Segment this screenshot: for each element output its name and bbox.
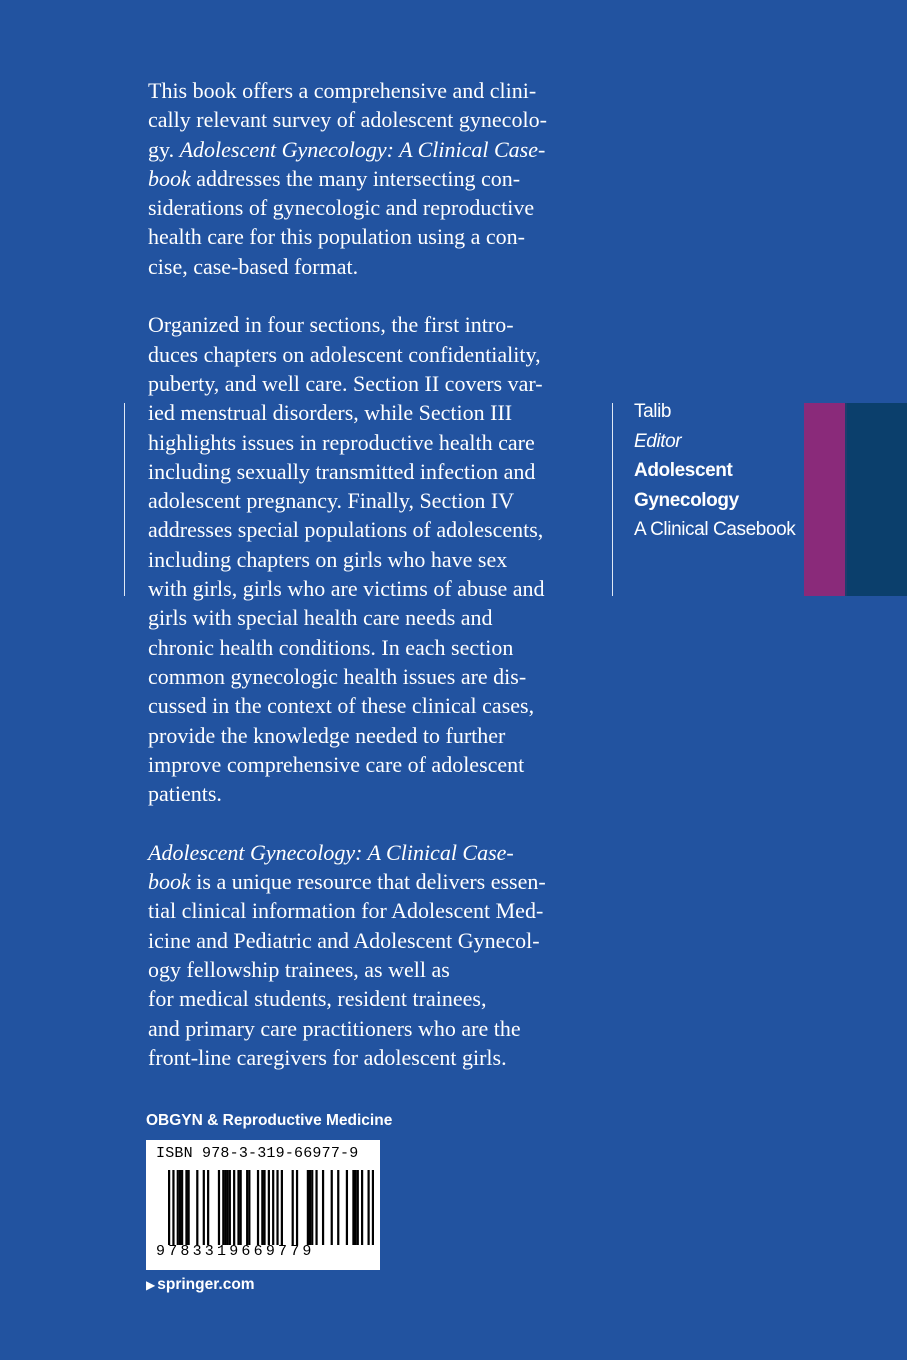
blurb-line [148,340,598,369]
blurb-text: chronic health conditions. In each section [148,634,514,660]
barcode-bar [218,1170,220,1245]
blurb-line [148,515,598,544]
blurb-line [148,486,598,515]
blurb-text: is a unique resource that delivers essen- [190,869,546,895]
blurb-text: icine and Pediatric and Adolescent Gynecol- [148,927,540,953]
blurb-text: common gynecologic health issues are dis- [148,663,527,689]
barcode-bar [337,1170,339,1245]
isbn-label: ISBN 978-3-319-66977-9 [156,1145,359,1162]
barcode-bar [263,1170,265,1245]
blurb-text: cise, case-based format. [148,253,359,279]
barcode-bar [188,1170,190,1245]
blurb-line [148,252,598,281]
publisher-url: springer.com [157,1276,255,1293]
barcode-bar [246,1170,248,1245]
blurb-line [148,633,598,662]
blurb-text: provide the knowledge needed to further [148,722,506,748]
blurb-line [148,779,598,808]
editor-role: Editor [634,430,682,452]
barcode-bar [309,1170,311,1245]
blurb-text: improve comprehensive care of adolescent [148,751,525,777]
barcode-bar [227,1170,229,1245]
barcode-digits: 9783319669779 [156,1243,315,1260]
blurb-line [148,193,598,222]
blurb-line [148,662,598,691]
barcode-bar [203,1170,205,1245]
blurb-text: adolescent pregnancy. Finally, Section IV [148,488,515,514]
barcode-bar [177,1170,179,1245]
blurb-line [148,603,598,632]
barcode-bar [248,1170,250,1245]
barcode-bar [233,1170,235,1245]
italic-title-text: Adolescent Gynecology: A Clinical Case- [179,136,546,162]
barcode-bar [168,1170,170,1245]
blurb-text: front-line caregivers for adolescent girls. [148,1044,507,1070]
blurb-text: for medical students, resident trainees, [148,986,487,1012]
blurb-line [148,222,598,251]
blurb-line [148,76,598,105]
blurb-text: health care for this population using a con- [148,224,525,250]
barcode-bar [224,1170,226,1245]
blurb-text: gy. [148,136,180,162]
blurb-line [148,896,598,925]
barcode-bar [367,1170,369,1245]
barcode-bar [276,1170,278,1245]
barcode-bar [357,1170,359,1245]
barcode-bar [185,1170,187,1245]
italic-title-text: book [148,869,191,895]
blurb-line [148,984,598,1013]
blurb-text: addresses the many intersecting con- [190,165,521,191]
barcode-bar [261,1170,263,1245]
blurb-line [148,867,598,896]
barcode-bar [237,1170,239,1245]
blurb-line [148,926,598,955]
italic-title-text: Adolescent Gynecology: A Clinical Case- [148,839,514,865]
barcode-bar [222,1170,224,1245]
barcode-bar [307,1170,309,1245]
blurb-line [148,721,598,750]
barcode-bar [240,1170,242,1245]
blurb-line [148,838,598,867]
blurb-line [148,398,598,427]
blurb-line [148,750,598,779]
blurb-line [148,164,598,193]
blurb-line [148,1043,598,1072]
blurb-line [148,1014,598,1043]
spine-text-block [634,397,799,545]
blurb-text: siderations of gynecologic and reproductive [148,195,535,221]
barcode-bar [315,1170,317,1245]
blurb-line [148,574,598,603]
book-subtitle: A Clinical Casebook [634,519,796,540]
barcode-bar [296,1170,298,1245]
spine-divider-rule [612,403,613,596]
blurb-text: cally relevant survey of adolescent gynecolo- [148,107,547,133]
barcode-bar [361,1170,363,1245]
blurb-text: and primary care practitioners who are the [148,1015,521,1041]
blurb-text: including sexually transmitted infection and [148,458,536,484]
blurb-text: girls with special health care needs and [148,605,493,631]
isbn-barcode [146,1140,380,1270]
blurb-text: highlights issues in reproductive health care [148,429,535,455]
barcode-bar [207,1170,209,1245]
blurb-text: addresses special populations of adolescents, [148,517,544,543]
barcode-bar [372,1170,374,1245]
barcode-bar [331,1170,333,1245]
book-title-line-1: Adolescent [634,460,733,481]
publisher-link[interactable] [146,1276,255,1294]
blurb-text: duces chapters on adolescent confidentiality, [148,341,541,367]
barcode-bar [172,1170,174,1245]
barcode-bar [257,1170,259,1245]
barcode-bar [229,1170,231,1245]
blurb-line [148,428,598,457]
blurb-line [148,310,598,339]
blurb-line [148,135,598,164]
book-title-line-2: Gynecology [634,489,739,511]
blurb-text: Organized in four sections, the first intro- [148,312,514,338]
barcode-bar [311,1170,313,1245]
blurb-line [148,955,598,984]
color-band-purple [804,403,845,596]
arrow-right-icon: ▶ [146,1278,156,1292]
cover-blurb [148,76,598,1072]
color-band-navy [847,403,907,596]
barcode-bars [168,1170,374,1245]
barcode-bar [179,1170,181,1245]
subject-category: OBGYN & Reproductive Medicine [146,1112,393,1129]
blurb-line [148,457,598,486]
author-name: Talib [634,401,672,422]
barcode-bar [322,1170,324,1245]
blurb-paragraph-2 [148,310,598,808]
blurb-text: patients. [148,781,222,807]
blurb-line [148,105,598,134]
blurb-text: This book offers a comprehensive and clini- [148,78,537,103]
barcode-bar [346,1170,348,1245]
blurb-text: puberty, and well care. Section II covers var- [148,370,543,396]
barcode-bar [272,1170,274,1245]
blurb-text: ied menstrual disorders, while Section III [148,400,513,426]
blurb-line [148,691,598,720]
italic-title-text: book [148,165,191,191]
blurb-text: cussed in the context of these clinical cases, [148,693,535,719]
blurb-paragraph-3 [148,838,598,1072]
barcode-bar [352,1170,354,1245]
blurb-text: ogy fellowship trainees, as well as [148,956,450,982]
left-divider-rule [124,403,125,596]
barcode-bar [181,1170,183,1245]
blurb-text: including chapters on girls who have sex [148,546,508,572]
blurb-text: with girls, girls who are victims of abuse and [148,576,545,602]
blurb-text: tial clinical information for Adolescent Med- [148,898,544,924]
barcode-bar [196,1170,198,1245]
blurb-paragraph-1 [148,76,598,281]
blurb-line [148,545,598,574]
blurb-line [148,369,598,398]
barcode-bar [292,1170,294,1245]
barcode-bar [354,1170,356,1245]
barcode-bar [268,1170,270,1245]
barcode-bar [281,1170,283,1245]
